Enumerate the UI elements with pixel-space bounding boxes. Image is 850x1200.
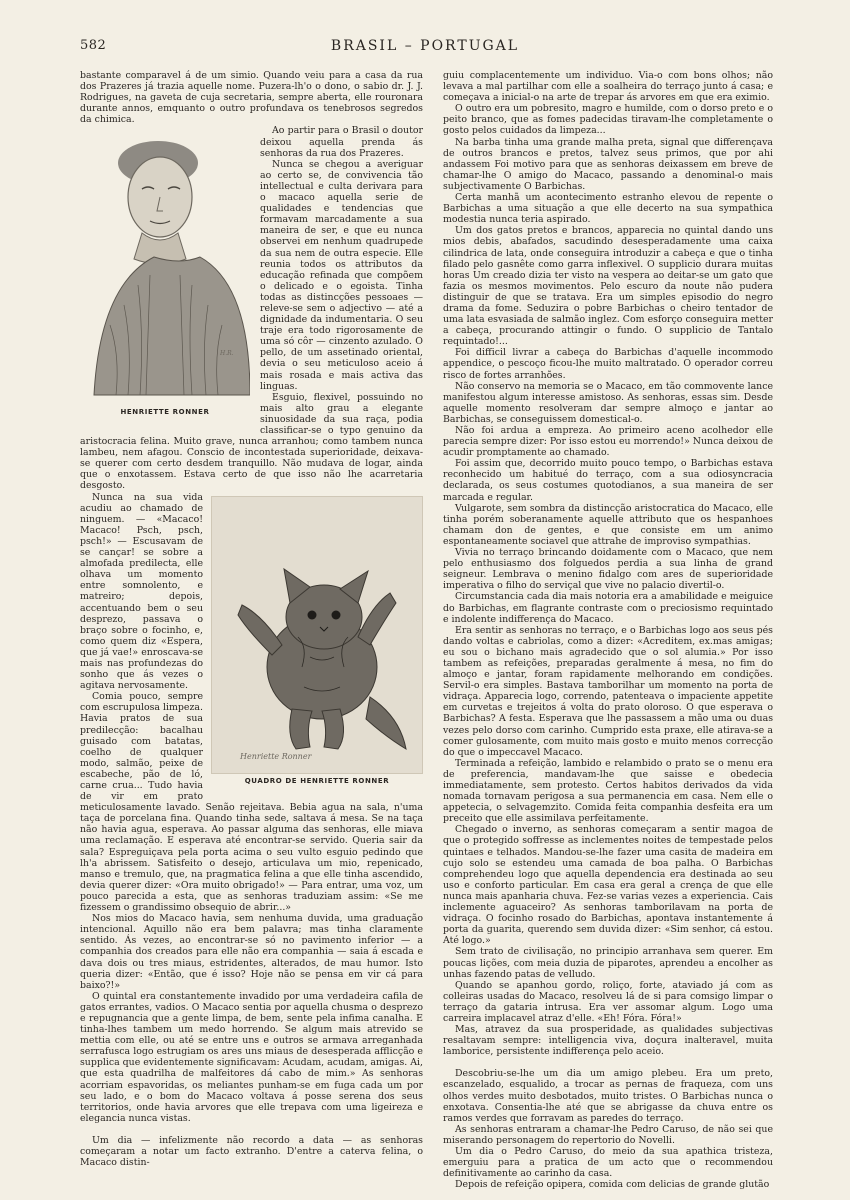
paragraph: Quando se apanhou gordo, roliço, forte, ataviado já com as colleiras usadas do Macaco, resolveu lá de si para comsigo limpar o terraço da gataria intrusa. Era ver assomar algum. Logo uma carreira implacavel atraz d'elle. «Eh! Fóra. Fóra!» — [443, 979, 773, 1024]
running-title: BRASIL – PORTUGAL — [330, 38, 520, 54]
paragraph: Não foi ardua a empreza. Ao primeiro aceno acolhedor elle parecia sempre dizer: Por isso estou eu morrendo!» Nunca deixou de acudir promptamente ao chamado. — [443, 425, 773, 459]
paragraph: Nos mios do Macaco havia, sem nenhuma duvida, uma graduação intencional. Aquillo não era bem palavra; mas tinha claramente sentido. Ás vezes, ao encontrar-se só no pavimento inferior — a companhia dos creados para elle não era companhia — saia á escada e dava dois ou tres miaus, estridentes, alterados, de mau humor. Isto queria dizer: «Então, que é isso? Hoje não se pensa em vir cá para baixo?!» — [80, 913, 423, 991]
paragraph: Nunca se chegou a averiguar ao certo se, de convivencia tão intellectual e culta derivara para o macaco aquella serie de qualidades e tendencias que formavam marcadamente a sua maneira de ser, e que eu nunca observei em nenhum quadrupede da sua nem de outra especie. Elle reunia todos os attributos da educação refinada que compõem o delicado e o egoista. Tinha todas as distincções pessoaes — releve-se sem o adjectivo — até a dignidade da indumentaria. O seu traje era todo rigorosamente de uma só côr — cinzento azulado. O pello, de um assetinado oriental, devia o seu meticuloso aceio á mais rosada e mais activa das linguas. — [260, 158, 423, 392]
paragraph: Vivia no terraço brincando doidamente com o Macaco, que nem pelo enthusiasmo dos folguedos perdia a sua linha de grand seigneur. Lembrava o menino fidalgo com ares de superioridade imperativa o filho do serviçal que vive no palacio divertil-o. — [443, 547, 773, 592]
paragraph: Vulgarote, sem sombra da distincção aristocratica do Macaco, elle tinha porém soberanamente aquelle attributo que os hespanhoes chamam don de gentes, e que consiste em um animo espontaneamente sociavel que attrahe de improviso sympathias. — [443, 502, 773, 547]
paragraph: Era sentir as senhoras no terraço, e o Barbichas logo aos seus pés dando voltas e cabriolas, como a dizer: «Acreditem, ex.mas amigas; eu sou o bichano mais agradecido que o sol alumia.» Por isso tambem as refeições, preparadas geralmente á mesa, no fim do almoço e jantar, foram rapidamente melhorando em condições. Servil-o era simples. Bastava tamborilhar um momento na porta de vidraça. Apparecia logo, correndo, patenteava o impaciente appetite em curvetas e trejeitos á volta do prato oloroso. O que esperava o Barbichas? A festa. Esperava que lhe passassem a mão uma ou duas vezes pelo dorso com carinho. Cumprido esta praxe, elle atirava-se a comer gulosamente, com muito mais gosto e muito menos correcção do que o impeccavel Macaco. — [443, 624, 773, 758]
painting-signature: Henriette Ronner — [240, 751, 312, 761]
paragraph: Depois de refeição opipera, comida com delicias de grande glutão — [455, 1179, 770, 1191]
portrait-caption: HENRIETTE RONNER — [120, 408, 210, 417]
paragraph: O quintal era constantemente invadido por uma verdadeira cafila de gatos errantes, vadios. O Macaco sentia por aquella chusma o desprezo e repugnancia que a gente limpa, de bem, sente pela infima canalha. E tinha-lhes tambem um medo horrendo. Se algum mais atrevido se mettia com elle, ou até se entre uns e outros se armava arreganhada serrafusca logo estrugiam os ares uns miaus de desesperada afflicção e supplica que evidentemente significavam: Acudam, acudam, amigas. Ai, que esta quadrilha de malfeitores dá cabo de mim.» As senhoras acorriam espavoridas, os meliantes punham-se em fuga cada um por seu lado, e o bom do Macaco voltava á posse serena dos seus territorios, onde havia arvores que elle trepava com uma ligeireza e elegancia nunca vistas. — [80, 990, 424, 1124]
paragraph: Na barba tinha uma grande malha preta, signal que differençava de outros brancos e pretos, talvez seus primos, que por ahi andassem Foi motivo para que as senhoras deixassem em breve de chamar-lhe O amigo do Macaco, passando a denominal-o mais subjectivamente O Barbichas. — [443, 136, 773, 192]
paragraph: Foi assim que, decorrido muito pouco tempo, o Barbichas estava reconhecido um habitué do terraço, com a sua odiosyncracia declarada, os seus costumes quotodianos, a sua maneira de ser marcada e regular. — [443, 458, 773, 503]
paragraph: Esguio, flexivel, possuindo no mais alto grau a elegante sinuosidade da sua raça, podia classificar-se o typo genuino da aristocracia felina. Muito grave, nunca arranhou; como tambem nunca lambeu, nem afagou. Conscio de incontestada superioridade, deixava-se querer com certo desdem tranquillo. Não mudava de logar, ainda que o enxotassem. Estava certo de que isso não lhe acarretaria desgosto. — [80, 391, 423, 492]
paragraph: Chegado o inverno, as senhoras começaram a sentir magoa de que o protegido soffresse as inclementes noites de tempestade pelos quintaes e telhados. Mandou-se-lhe fazer uma casita de madeira em cujo solo se estendeu uma camada de boa palha. O Barbichas comprehendeu logo que aquella dependencia era destinada ao seu uso e conforto particular. Em casa era geral a crença de que elle nunca mais apanharia chuva. Fez-se varias vezes a experiencia. Cais inclemente aguaceiro? As senhoras tamborilavam na porta de vidraça. O focinho rosado do Barbichas, apontava instantemente á porta da guarita, querendo sem duvida dizer: «Sim senhor, cá estou. Até logo.» — [443, 824, 773, 947]
paragraph: Um dos gatos pretos e brancos, apparecia no quintal dando uns mios debis, abafados, sacudindo desesperadamente uma caixa cilindrica de lata, onde conseguira introduzir a cabeça e que o tinha filado pelo gasnête como garra inflexivel. O supplicio durara muitas horas Um creado dizia ter visto na vespera ao deitar-se um gato que fazia os mesmos movimentos. Pelo escuro da noute não pudera distinguir de que se tratava. Era um simples episodio do negro drama da fome. Seduzira o pobre Barbichas o cheiro tentador de uma lata esvasiada de salmão inglez. Com esforço conseguira metter a cabeça, procurando attingir o fundo. O supplicio de Tantalo requintado!... — [443, 225, 773, 348]
paragraph: Não conservo na memoria se o Macaco, em tão commovente lance manifestou algum interesse amistoso. As senhoras, essas sim. Desde aquelle momento resolveram dar sempre almoço e jantar ao Barbichas, se conseguissem domestical-o. — [443, 380, 773, 425]
paragraph: Descobriu-se-lhe um dia um amigo plebeu. Era um preto, escanzelado, esqualido, a trocar as pernas de fraqueza, com uns olhos verdes muito desbotados, muito tristes. O Barbichas nunca o enxotava. Consentia-lhe até que se abrigasse da chuva entre os ramos verdes que forravam as paredes do terraço. — [443, 1068, 773, 1124]
paragraph: Certa manhã um acontecimento estranho elevou de repente o Barbichas a uma situação a que elle decerto na sua sympathica modestia nunca teria aspirado. — [443, 192, 773, 226]
paragraph: Terminada a refeição, lambido e relambido o prato se o menu era de preferencia, mandavam-lhe que saisse e obedecia immediatamente, sem protesto. Certos habitos derivados da vida nomada tornavam perigosa a sua permanencia em casa. Nem elle o appetecia, o selvagemzito. Comida feita companhia desfeita era um preceito que elle assimilava perfeitamente. — [443, 757, 773, 825]
left-column — [80, 70, 423, 1168]
paragraph: Sem trato de civilisação, no principio arranhava sem querer. Em poucas lições, com meia duzia de piparotes, aprendeu a encolher as unhas fazendo patas de velludo. — [443, 946, 773, 980]
cat-painting — [212, 497, 422, 773]
painting-figure — [211, 496, 423, 788]
paragraph: Circumstancia cada dia mais notoria era a amabilidade e meiguice do Barbichas, em flagrante contraste com o preciosismo requintado e indolente indifferença do Macaco. — [443, 591, 773, 625]
paragraph: As senhoras entraram a chamar-lhe Pedro Caruso, de não sei que miserando personagem do repertorio do Novelli. — [443, 1123, 773, 1146]
paragraph: Um dia — infelizmente não recordo a data — as senhoras começaram a notar um facto extranho. D'entre a caterva felina, o Macaco distin- — [80, 1134, 423, 1169]
paragraph: Nunca na sua vida acudiu ao chamado de ninguem. — «Macaco! Macaco! Psch, psch, psch!» — Escusavam de se cançar! se sobre a almofada predilecta, elle olhava um momento entre somnolento, e matreiro; depois, accentuando bem o seu desprezo, passava o braço sobre o focinho, e, como quem diz «Espera, que já vae!» enroscava-se mais nas profundezas do sonho que ás vezes o agitava nervosamente. — [80, 491, 203, 692]
paragraph: Um dia o Pedro Caruso, do meio da sua apathica tristeza, emerguiu para a pratica de um acto que o recommendou definitivamente ao carinho da casa. — [443, 1146, 773, 1180]
paragraph: Comia pouco, sempre com escrupulosa limpeza. Havia pratos de sua predilecção: bacalhau guisado com batatas, coelho de qualquer modo, salmão, peixe de escabeche, pão de ló, carne crua... Tudo havia de vir em prato meticulosamente lavado. Senão rejeitava. Bebia agua na sala, n'uma taça de porcelana fina. Quando tinha sede, saltava á mesa. Se na taça não havia agua, esperava. Ao passar alguma das senhoras, elle miava uma reclamação. E esperava até encontrar-se servido. Queria sair da sala? Espreguiçava pela porta acima o seu vulto esguio pedindo que lh'a abrissem. Satisfeito o desejo, articulava um mio, repenicado, manso e tremulo, que, na pragmatica felina a que elle tinha ascendido, devia querer dizer: «Ora muito obrigado!» — Para entrar, uma voz, um pouco parecida a esta, que as senhoras traduziam assim: «Se me fizessem o grandissimo obsequio de abrir...» — [80, 691, 423, 914]
page-number: 582 — [80, 38, 107, 53]
painting-caption: QUADRO DE HENRIETTE RONNER — [244, 776, 390, 785]
svg-text:H.R.: H.R. — [220, 350, 234, 358]
paragraph: Mas, atravez da sua prosperidade, as qualidades subjectivas resaltavam sempre: intelligencia viva, doçura inalteravel, muita lamborice, persistente indifferença pelo aceio. — [443, 1024, 773, 1058]
paragraph: Ao partir para o Brasil o doutor deixou aquella prenda ás senhoras da rua dos Prazeres. — [260, 125, 423, 159]
paragraph: Foi difficil livrar a cabeça do Barbichas d'aquelle incommodo appendice, o pescoço ficou-lhe muito maltratado. O operador correu risco de fortes arranhões. — [443, 347, 773, 381]
paragraph: bastante comparavel á de um simio. Quando veiu para a casa da rua dos Prazeres já trazia aquelle nome. Puzera-lh'o o dono, o sabio dr. J. J. Rodrigues, na gaveta de cuja secretaria, sempre aberta, elle rouronara durante annos, emquanto o outro profundava os tenebrosos segredos da chimica. — [80, 70, 423, 126]
portrait-illustration — [80, 125, 250, 405]
paragraph: guiu complacentemente um individuo. Via-o com bons olhos; não levava a mal partilhar com elle a soalheira do terraço junto á casa; e começava a inicial-o na arte de trepar ás arvores em que era eximio. — [443, 70, 773, 104]
right-column — [443, 70, 773, 1190]
paragraph: O outro era um pobresito, magro e humilde, com o dorso preto e o peito branco, que as fomes padecidas tiravam-lhe completamente o gosto pelos cuidados da limpeza... — [443, 103, 773, 137]
portrait-figure — [80, 125, 250, 421]
